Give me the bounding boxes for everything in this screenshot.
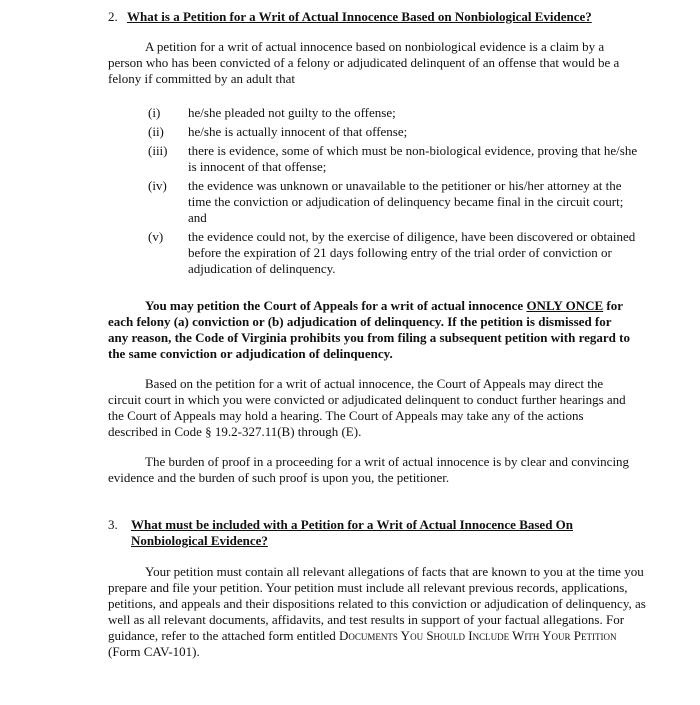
form-title: Documents You Should Include With Your Petition [339, 628, 617, 643]
list-item-number: (iv) [148, 178, 167, 193]
criteria-list [148, 105, 638, 280]
section-3-title-line1: What must be included with a Petition for a Writ of Actual Innocence Based On [131, 517, 574, 532]
list-item [148, 143, 638, 175]
section-3-body-part1: Your petition must contain all relevant allegations of facts that are known to you at the time you prepare and file your petition. Your petition must include all relevant previous records, applications, petitions, and appeals and their dispositions related to this conviction or adjudication of delinquency, as well as all relevant documents, affidavits, and test results in support of your factual allegations. For guidance, refer to the attached form entitled [108, 564, 646, 643]
section-3-body [108, 564, 648, 660]
list-item-number: (i) [148, 105, 161, 120]
list-item [148, 229, 638, 277]
section-2-heading [108, 9, 592, 25]
only-once-part2: for each felony (a) conviction or (b) adjudication of delinquency. If the petition is dismissed for any reason, the Code of Virginia prohibits you from filing a subsequent petition with regard to the same conviction or adjudication of delinquency. [108, 298, 630, 361]
list-item-text: the evidence was unknown or unavailable to the petitioner or his/her attorney at the time the conviction or adjudication of delinquency became final in the circuit court; and [188, 178, 624, 225]
list-item [148, 124, 638, 140]
section-2-title: What is a Petition for a Writ of Actual Innocence Based on Nonbiological Evidence? [127, 9, 592, 24]
list-item-text: there is evidence, some of which must be non-biological evidence, proving that he/she is innocent of that offense; [188, 143, 638, 174]
section-2-number: 2. [108, 9, 118, 24]
section-2-intro: A petition for a writ of actual innocence based on nonbiological evidence is a claim by a person who has been convicted of a felony or adjudicated delinquent of an offense that would be a felony if committed by an adult that [108, 39, 620, 86]
hearing-paragraph: Based on the petition for a writ of actual innocence, the Court of Appeals may direct the circuit court in which you were convicted or adjudicated delinquent to conduct further hearings and the Court of Appeals may hold a hearing. The Court of Appeals may take any of the actions described in Code § 19.2-327.11(B) through (E). [108, 376, 626, 439]
section-3-number: 3. [108, 517, 118, 532]
section-3-title-line2: Nonbiological Evidence? [131, 533, 268, 548]
section-3-heading [108, 517, 628, 549]
only-once-paragraph [108, 298, 632, 362]
only-once-part1: You may petition the Court of Appeals for a writ of actual innocence [145, 298, 527, 313]
list-item-text: he/she pleaded not guilty to the offense; [188, 105, 396, 120]
only-once-emphasis: ONLY ONCE [526, 298, 604, 313]
list-item-text: the evidence could not, by the exercise of diligence, have been discovered or obtained before the expiration of 21 days following entry of the trial order of conviction or adjudication of delinquency. [188, 229, 636, 276]
list-item [148, 105, 638, 121]
list-item [148, 178, 638, 226]
list-item-number: (v) [148, 229, 164, 244]
burden-paragraph: The burden of proof in a proceeding for a writ of actual innocence is by clear and convincing evidence and the burden of such proof is upon you, the petitioner. [108, 454, 630, 485]
list-item-text: he/she is actually innocent of that offense; [188, 124, 408, 139]
list-item-number: (iii) [148, 143, 168, 158]
section-3-body-part2: (Form CAV-101). [108, 644, 200, 659]
list-item-number: (ii) [148, 124, 164, 139]
